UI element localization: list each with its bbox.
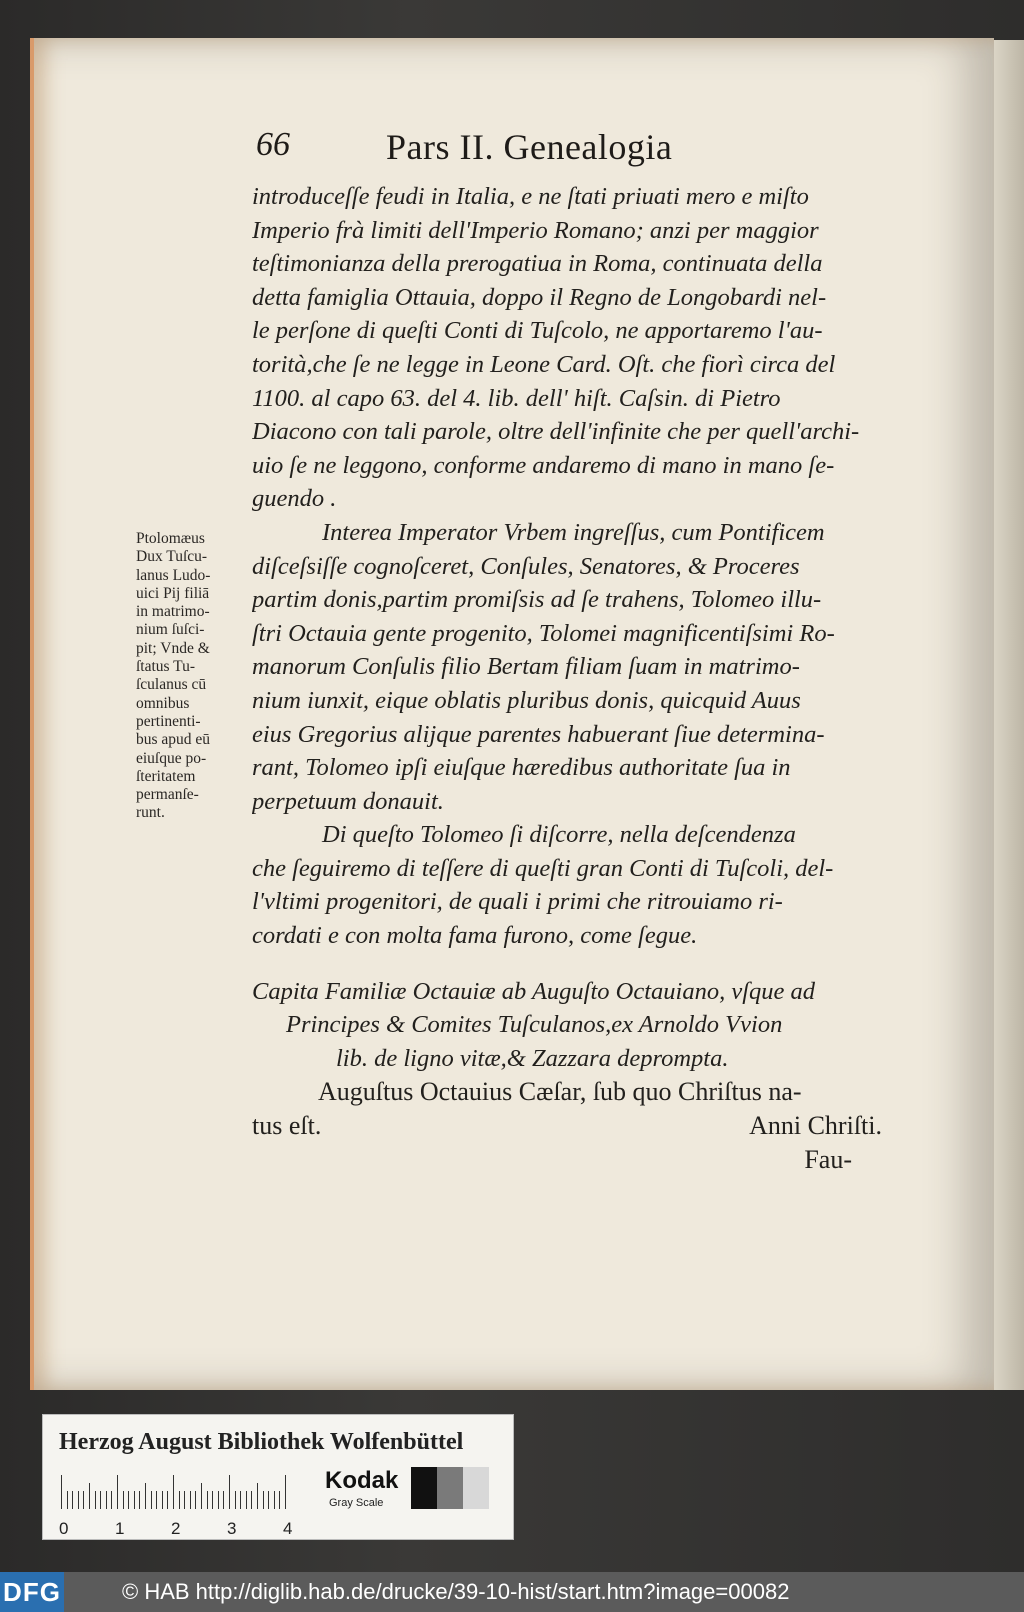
margin-note-line: eiuſque po- (136, 749, 207, 767)
kodak-logo: Kodak (325, 1467, 399, 1494)
latin-quote-line: perpetuum donauit. (252, 787, 444, 815)
marginal-note (136, 530, 244, 823)
text-line: Diacono con tali parole, oltre dell'infinite che per quell'archi- (252, 418, 860, 446)
latin-quote-line: rant, Tolomeo ipſi eiuſque hæredibus authoritate ſua in (252, 754, 791, 782)
latin-quote-line: eius Gregorius alijque parentes habuerant ſiue determina- (252, 720, 825, 748)
ruler-tick (145, 1483, 146, 1509)
italian-line: l'vltimi progenitori, de quali i primi che ritrouiamo ri- (252, 888, 783, 916)
margin-note-line: Dux Tuſcu- (136, 548, 208, 566)
margin-note-line: pit; Vnde & (136, 639, 210, 657)
margin-note-line: lanus Ludo- (136, 566, 211, 584)
anni-christi-label: Anni Chriſti. (749, 1111, 882, 1141)
text-line: 1100. al capo 63. del 4. lib. dell' hiſt. Caſsin. di Pietro (252, 384, 781, 412)
ruler-tick (195, 1491, 196, 1509)
gray-scale-label: Gray Scale (329, 1497, 384, 1509)
ruler-scale (61, 1475, 341, 1509)
ruler-tick (207, 1491, 208, 1509)
ruler-tick (179, 1491, 180, 1509)
library-color-card (42, 1414, 514, 1540)
ruler-tick (274, 1491, 275, 1509)
ruler-tick (111, 1491, 112, 1509)
ruler-tick (212, 1491, 213, 1509)
ruler-tick (268, 1491, 269, 1509)
body-text (252, 180, 912, 1176)
ruler-tick (201, 1483, 202, 1509)
text-line: uio ſe ne leggono, conforme andaremo di mano in mano ſe- (252, 451, 835, 479)
margin-note-line: runt. (136, 804, 165, 822)
text-line: torità,che ſe ne legge in Leone Card. Oſt. che fiorì circa del (252, 350, 836, 378)
ruler-tick (78, 1491, 79, 1509)
italian-line: che ſeguiremo di teſſere di queſti gran Conti di Tuſcoli, del- (252, 854, 834, 882)
ruler-tick (134, 1491, 135, 1509)
text-line: detta famiglia Ottauia, doppo il Regno de Longobardi nel- (252, 283, 827, 311)
latin-quote-line: ſtri Octauia gente progenito, Tolomei magnificentiſsimi Ro- (252, 619, 835, 647)
augustus-line-2 (252, 1109, 912, 1143)
ruler-tick (89, 1483, 90, 1509)
latin-quote-line: nium iunxit, eique oblatis pluribus donis, quicquid Auus (252, 686, 801, 714)
ruler-number: 0 (59, 1519, 69, 1538)
ruler-tick (167, 1491, 168, 1509)
margin-note-line: in matrimo- (136, 603, 210, 621)
ruler-tick (279, 1491, 280, 1509)
ruler-tick (123, 1491, 124, 1509)
ruler-tick (95, 1491, 96, 1509)
italian-line: Di queſto Tolomeo ſi diſcorre, nella deſcendenza (322, 821, 796, 849)
ruler-tick (257, 1483, 258, 1509)
augustus-line-2-left: tus eſt. (252, 1111, 322, 1141)
ruler-tick (139, 1491, 140, 1509)
ruler-tick (218, 1491, 219, 1509)
augustus-line: Auguſtus Octauius Cæſar, ſub quo Chriſtus na- (318, 1077, 802, 1107)
ruler-tick (246, 1491, 247, 1509)
margin-note-line: uici Pij filiā (136, 584, 210, 602)
text-line: introduceſſe feudi in Italia, e ne ſtati priuati mero e miſto (252, 183, 809, 210)
ruler-tick (240, 1491, 241, 1509)
margin-note-line: bus apud eū (136, 731, 211, 749)
margin-note-line: ſtatus Tu- (136, 658, 196, 676)
margin-note-line: Ptolomæus (136, 530, 205, 547)
ruler-number: 2 (171, 1519, 181, 1538)
catchword: Fau- (804, 1144, 852, 1174)
ruler-tick (100, 1491, 101, 1509)
capita-heading-line: Capita Familiæ Octauiæ ab Auguſto Octauiano, vſque ad (252, 977, 816, 1005)
italian-line: cordati e con molta fama furono, come ſegue. (252, 922, 698, 950)
gray-patch-dark (411, 1467, 437, 1509)
ruler-tick (67, 1491, 68, 1509)
ruler-tick (72, 1491, 73, 1509)
library-name: Herzog August Bibliothek Wolfenbüttel (59, 1429, 464, 1455)
ruler-tick (229, 1475, 230, 1509)
ruler-tick (61, 1475, 62, 1509)
page-number: 66 (256, 126, 290, 163)
ruler-tick (106, 1491, 107, 1509)
ruler-number: 1 (115, 1519, 125, 1538)
copyright-url: © HAB http://diglib.hab.de/drucke/39-10-hist/start.htm?image=00082 (122, 1579, 790, 1604)
latin-quote-line: manorum Conſulis filio Bertam filiam ſuam in matrimo- (252, 653, 800, 681)
ruler-tick (184, 1491, 185, 1509)
ruler-tick (162, 1491, 163, 1509)
margin-note-line: nium ſuſci- (136, 621, 205, 639)
margin-note-line: omnibus (136, 694, 190, 712)
gray-patch-mid (437, 1467, 463, 1509)
ruler-tick (263, 1491, 264, 1509)
margin-note-line: pertinenti- (136, 712, 201, 730)
latin-quote-line: Interea Imperator Vrbem ingreſſus, cum Pontificem (322, 518, 825, 546)
latin-quote-line: diſceſsiſſe cognoſceret, Conſules, Senatores, & Proceres (252, 552, 800, 580)
text-line: Imperio frà limiti dell'Imperio Romano; anzi per maggior (252, 216, 819, 244)
ruler-number: 4 (283, 1519, 293, 1538)
capita-heading-line: Principes & Comites Tuſculanos,ex Arnoldo Vvion (286, 1011, 783, 1039)
ruler-tick (173, 1475, 174, 1509)
ruler-tick (156, 1491, 157, 1509)
ruler-tick (251, 1491, 252, 1509)
page-header (256, 126, 876, 174)
footer-bar (0, 1572, 1024, 1612)
dfg-logo: DFG (0, 1572, 64, 1612)
gray-patch-light (463, 1467, 489, 1509)
margin-note-line: ſculanus cū (136, 676, 207, 694)
latin-quote-line: partim donis,partim promiſsis ad ſe trahens, Tolomeo illu- (252, 586, 822, 614)
text-line: le perſone di queſti Conti di Tuſcolo, ne apportaremo l'au- (252, 317, 823, 345)
ruler-number: 3 (227, 1519, 237, 1538)
ruler-tick (151, 1491, 152, 1509)
text-line: teſtimonianza della prerogatiua in Roma, continuata della (252, 250, 823, 278)
ruler-tick (285, 1475, 286, 1509)
ruler-tick (223, 1491, 224, 1509)
ruler-tick (117, 1475, 118, 1509)
ruler-tick (128, 1491, 129, 1509)
ruler-tick (83, 1491, 84, 1509)
ruler-tick (190, 1491, 191, 1509)
running-title: Pars II. Genealogia (386, 127, 673, 167)
capita-heading-line: lib. de ligno vitæ,& Zazzara deprompta. (336, 1044, 729, 1072)
text-line: guendo . (252, 485, 337, 513)
ruler-tick (235, 1491, 236, 1509)
section-gap (252, 953, 912, 975)
margin-note-line: ſteritatem (136, 767, 196, 785)
margin-note-line: permanſe- (136, 786, 199, 804)
